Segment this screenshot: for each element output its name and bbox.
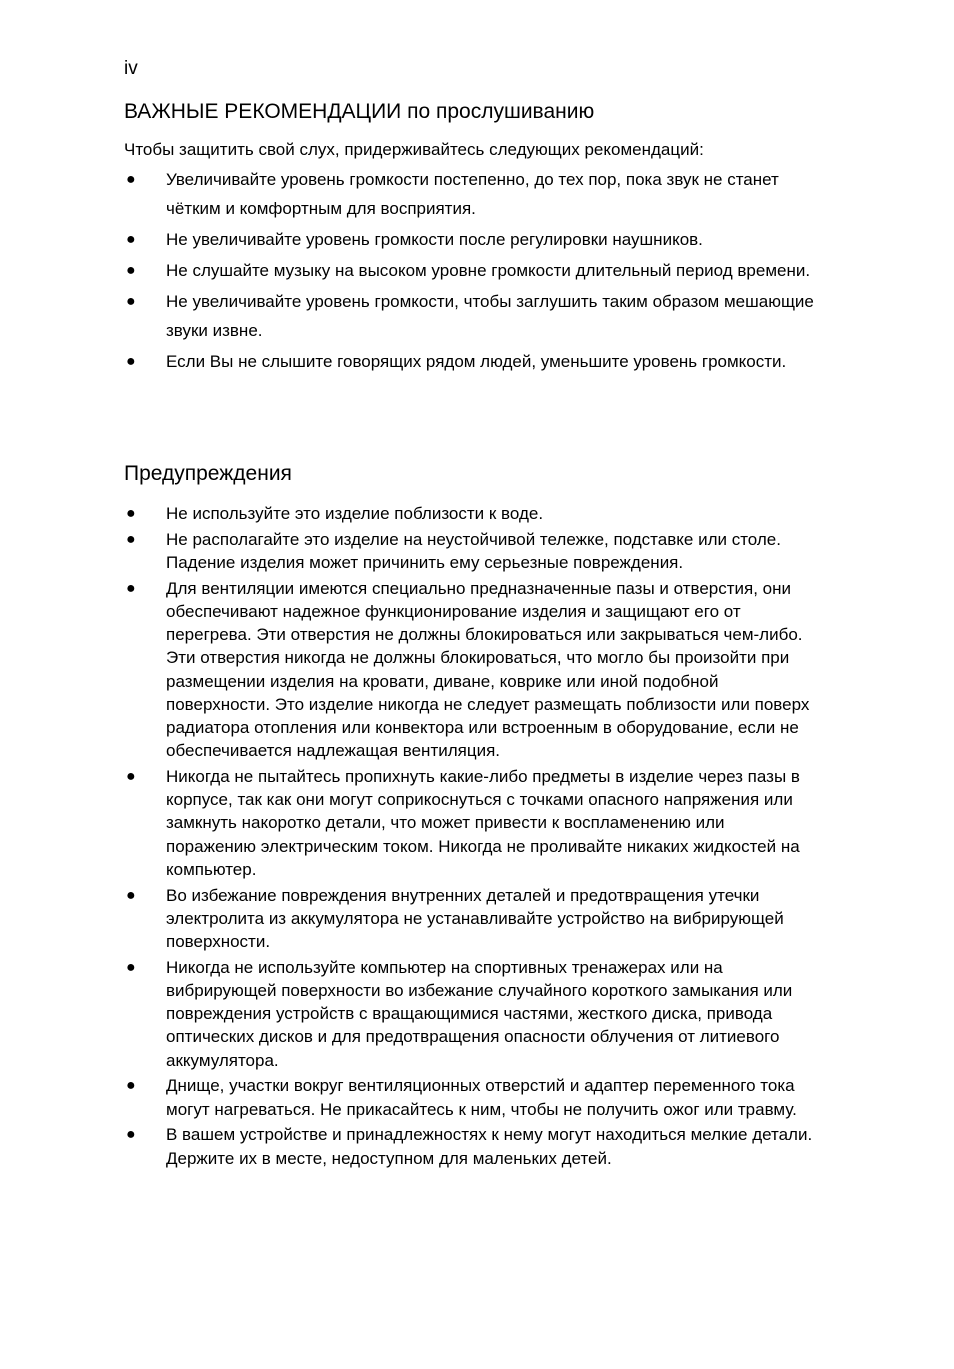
list-item-text: Никогда не пытайтесь пропихнуть какие-либо предметы в изделие через пазы в корпусе, так как они могут соприкоснуться с точками опасного напряжения или замкнуть накоротко детали, что может привести к воспламенению или поражению электрическим током. Никогда не проливайте никаких жидкостей на компьютер. xyxy=(166,767,800,879)
warnings-list xyxy=(124,502,814,1172)
listening-recommendations-list xyxy=(124,165,814,378)
list-item-text: Не слушайте музыку на высоком уровне громкости длительный период времени. xyxy=(166,261,811,280)
bullet-icon: ● xyxy=(126,231,136,248)
list-item xyxy=(124,347,814,376)
list-item-text: Никогда не используйте компьютер на спортивных тренажерах или на вибрирующей поверхности во избежание случайного короткого замыкания или повреждения устройств с вращающимися частями, жесткого диска, привода оптических дисков и для предотвращения опасности облучения от литиевого аккумулятора. xyxy=(166,957,793,1070)
warnings-section-title: Предупреждения xyxy=(124,462,292,485)
bullet-icon: ● xyxy=(126,768,136,786)
list-item-text: Не располагайте это изделие на неустойчивой тележке, подставке или столе. Падение изделия может причинить ему серьезные повреждения. xyxy=(166,529,781,572)
listening-intro: Чтобы защитить свой слух, придерживайтесь следующих рекомендаций: xyxy=(124,140,704,159)
bullet-icon: ● xyxy=(126,505,136,522)
list-item xyxy=(124,1074,814,1120)
list-item-text: Днище, участки вокруг вентиляционных отверстий и адаптер переменного тока могут нагреваться. Не прикасайтесь к ним, чтобы не получить ожог или травму. xyxy=(166,1076,797,1119)
page-number: iv xyxy=(124,58,138,79)
list-item xyxy=(124,765,814,881)
list-item xyxy=(124,256,814,285)
list-item xyxy=(124,528,814,574)
list-item-text: Увеличивайте уровень громкости постепенно, до тех пор, пока звук не станет чётким и комфортным для восприятия. xyxy=(166,170,779,218)
list-item xyxy=(124,287,814,345)
list-item xyxy=(124,577,814,763)
list-item xyxy=(124,956,814,1072)
list-item-text: Не используйте это изделие поблизости к воде. xyxy=(166,504,544,523)
list-item-text: Если Вы не слышите говорящих рядом людей, уменьшите уровень громкости. xyxy=(166,352,787,371)
bullet-icon: ● xyxy=(126,530,136,548)
bullet-icon: ● xyxy=(126,262,136,279)
list-item-text: В вашем устройстве и принадлежностях к нему могут находиться мелкие детали. Держите их в месте, недоступном для маленьких детей. xyxy=(166,1125,813,1168)
list-item-text: Не увеличивайте уровень громкости после регулировки наушников. xyxy=(166,230,703,249)
bullet-icon: ● xyxy=(126,293,136,310)
bullet-icon: ● xyxy=(126,579,136,597)
bullet-icon: ● xyxy=(126,1077,136,1095)
list-item xyxy=(124,165,814,223)
list-item-text: Для вентиляции имеются специально предназначенные пазы и отверстия, они обеспечивают надежное функционирование изделия и защищают его от перегрева. Эти отверстия не должны блокироваться или закрываться чем-либо. Эти отверстия никогда не должны блокироваться, что могло бы произойти при размещении изделия на кровати, диване, коврике или иной подобной поверхности. Это изделие никогда не следует размещать поблизости или поверх радиатора отопления или конвектора или встроенным в оборудование, если не обеспечивается надлежащая вентиляция. xyxy=(166,578,810,761)
bullet-icon: ● xyxy=(126,958,136,976)
list-item xyxy=(124,502,814,525)
list-item-text: Во избежание повреждения внутренних деталей и предотвращения утечки электролита из аккумулятора не устанавливайте устройство на вибрирующей поверхности. xyxy=(166,885,784,952)
bullet-icon: ● xyxy=(126,171,136,188)
bullet-icon: ● xyxy=(126,886,136,904)
bullet-icon: ● xyxy=(126,353,136,370)
list-item xyxy=(124,884,814,954)
bullet-icon: ● xyxy=(126,1126,136,1144)
list-item xyxy=(124,1123,814,1169)
list-item xyxy=(124,225,814,254)
listening-section-title: ВАЖНЫЕ РЕКОМЕНДАЦИИ по прослушиванию xyxy=(124,100,595,123)
list-item-text: Не увеличивайте уровень громкости, чтобы заглушить таким образом мешающие звуки извне. xyxy=(166,292,814,340)
